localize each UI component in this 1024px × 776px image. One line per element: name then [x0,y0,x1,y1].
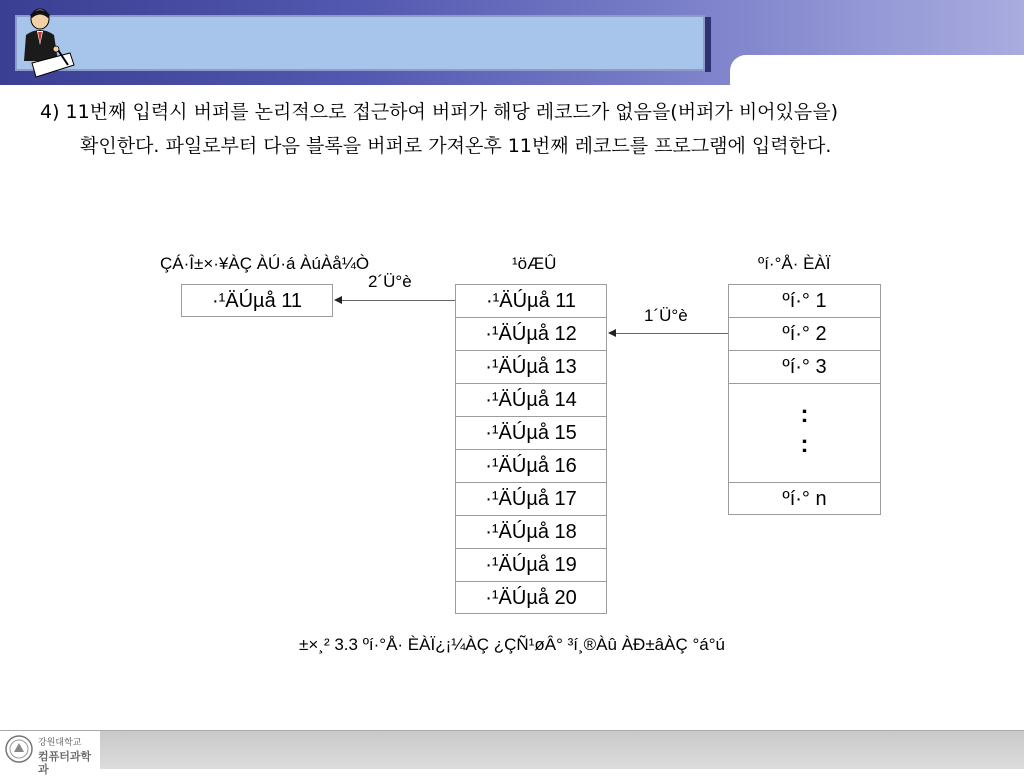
step1-label: 1´Ü°è [644,306,688,325]
blocking-file-box [728,284,881,515]
file-ellipsis-cell [729,384,880,483]
buffer-record-cell: ·¹ÄÚµå 20 [485,587,577,609]
footer-logo [0,731,100,776]
university-name: 강원대학교 [38,738,82,748]
file-block-cell: ºí·° 3 [729,351,880,384]
program-storage-box [181,284,333,317]
department-name: 컴퓨터과학과 [38,750,92,776]
buffer-record-cell: ·¹ÄÚµå 17 [456,483,606,516]
buffer-record-cell: ·¹ÄÚµå 18 [456,516,606,549]
footer-text [38,737,100,776]
header-panel-shadow [705,17,711,72]
buffer-record-cell: ·¹ÄÚµå 12 [456,318,606,351]
intro-line-1: 4) 11번째 입력시 버퍼를 논리적으로 접근하여 버퍼가 해당 레코드가 없음을(버퍼가 비어있음을) [40,101,838,123]
intro-line-2: 확인한다. 파일로부터 다음 블록을 버퍼로 가져온후 11번째 레코드를 프로그램에 입력한다. [80,135,832,157]
buffer-box [455,284,607,614]
blocking-file-label: ºí·°Å· ÈÀÏ [758,254,831,273]
buffer-record-cell: ·¹ÄÚµå 16 [456,450,606,483]
buffer-label: ¹öÆÛ [512,254,557,273]
buffer-record-cell: ·¹ÄÚµå 19 [456,549,606,582]
figure-caption: ±×¸² 3.3 ºí·°Å· ÈÀÏ¿¡¼ÀÇ ¿ÇÑ¹øÂ° ³í¸®Àû ÀÐ±âÀÇ °á°ú [299,635,725,654]
slide-footer [0,730,1024,776]
header-panel [15,15,705,71]
buffer-record-cell: ·¹ÄÚµå 13 [456,351,606,384]
program-storage-label: ÇÁ·Î±×·¥ÀÇ ÀÚ·á ÀúÀå¼Ò [160,254,370,273]
intro-text [40,95,1010,163]
step2-label: 2´Ü°è [368,272,412,291]
university-seal-icon [4,734,34,764]
step1-arrow [616,333,728,334]
header-white-tab [730,55,1024,95]
file-block-cell: ºí·° n [782,488,827,510]
buffer-record-cell: ·¹ÄÚµå 15 [456,417,606,450]
ellipsis-dots: : [800,401,809,428]
program-record-cell: ·¹ÄÚµå 11 [211,290,303,312]
ellipsis-dots: : [800,431,809,458]
file-block-cell: ºí·° 2 [729,318,880,351]
businessman-writing-icon [18,5,76,79]
file-block-cell: ºí·° 1 [729,285,880,318]
step2-arrow [342,300,455,301]
buffer-record-cell: ·¹ÄÚµå 14 [456,384,606,417]
buffer-record-cell: ·¹ÄÚµå 11 [456,285,606,318]
